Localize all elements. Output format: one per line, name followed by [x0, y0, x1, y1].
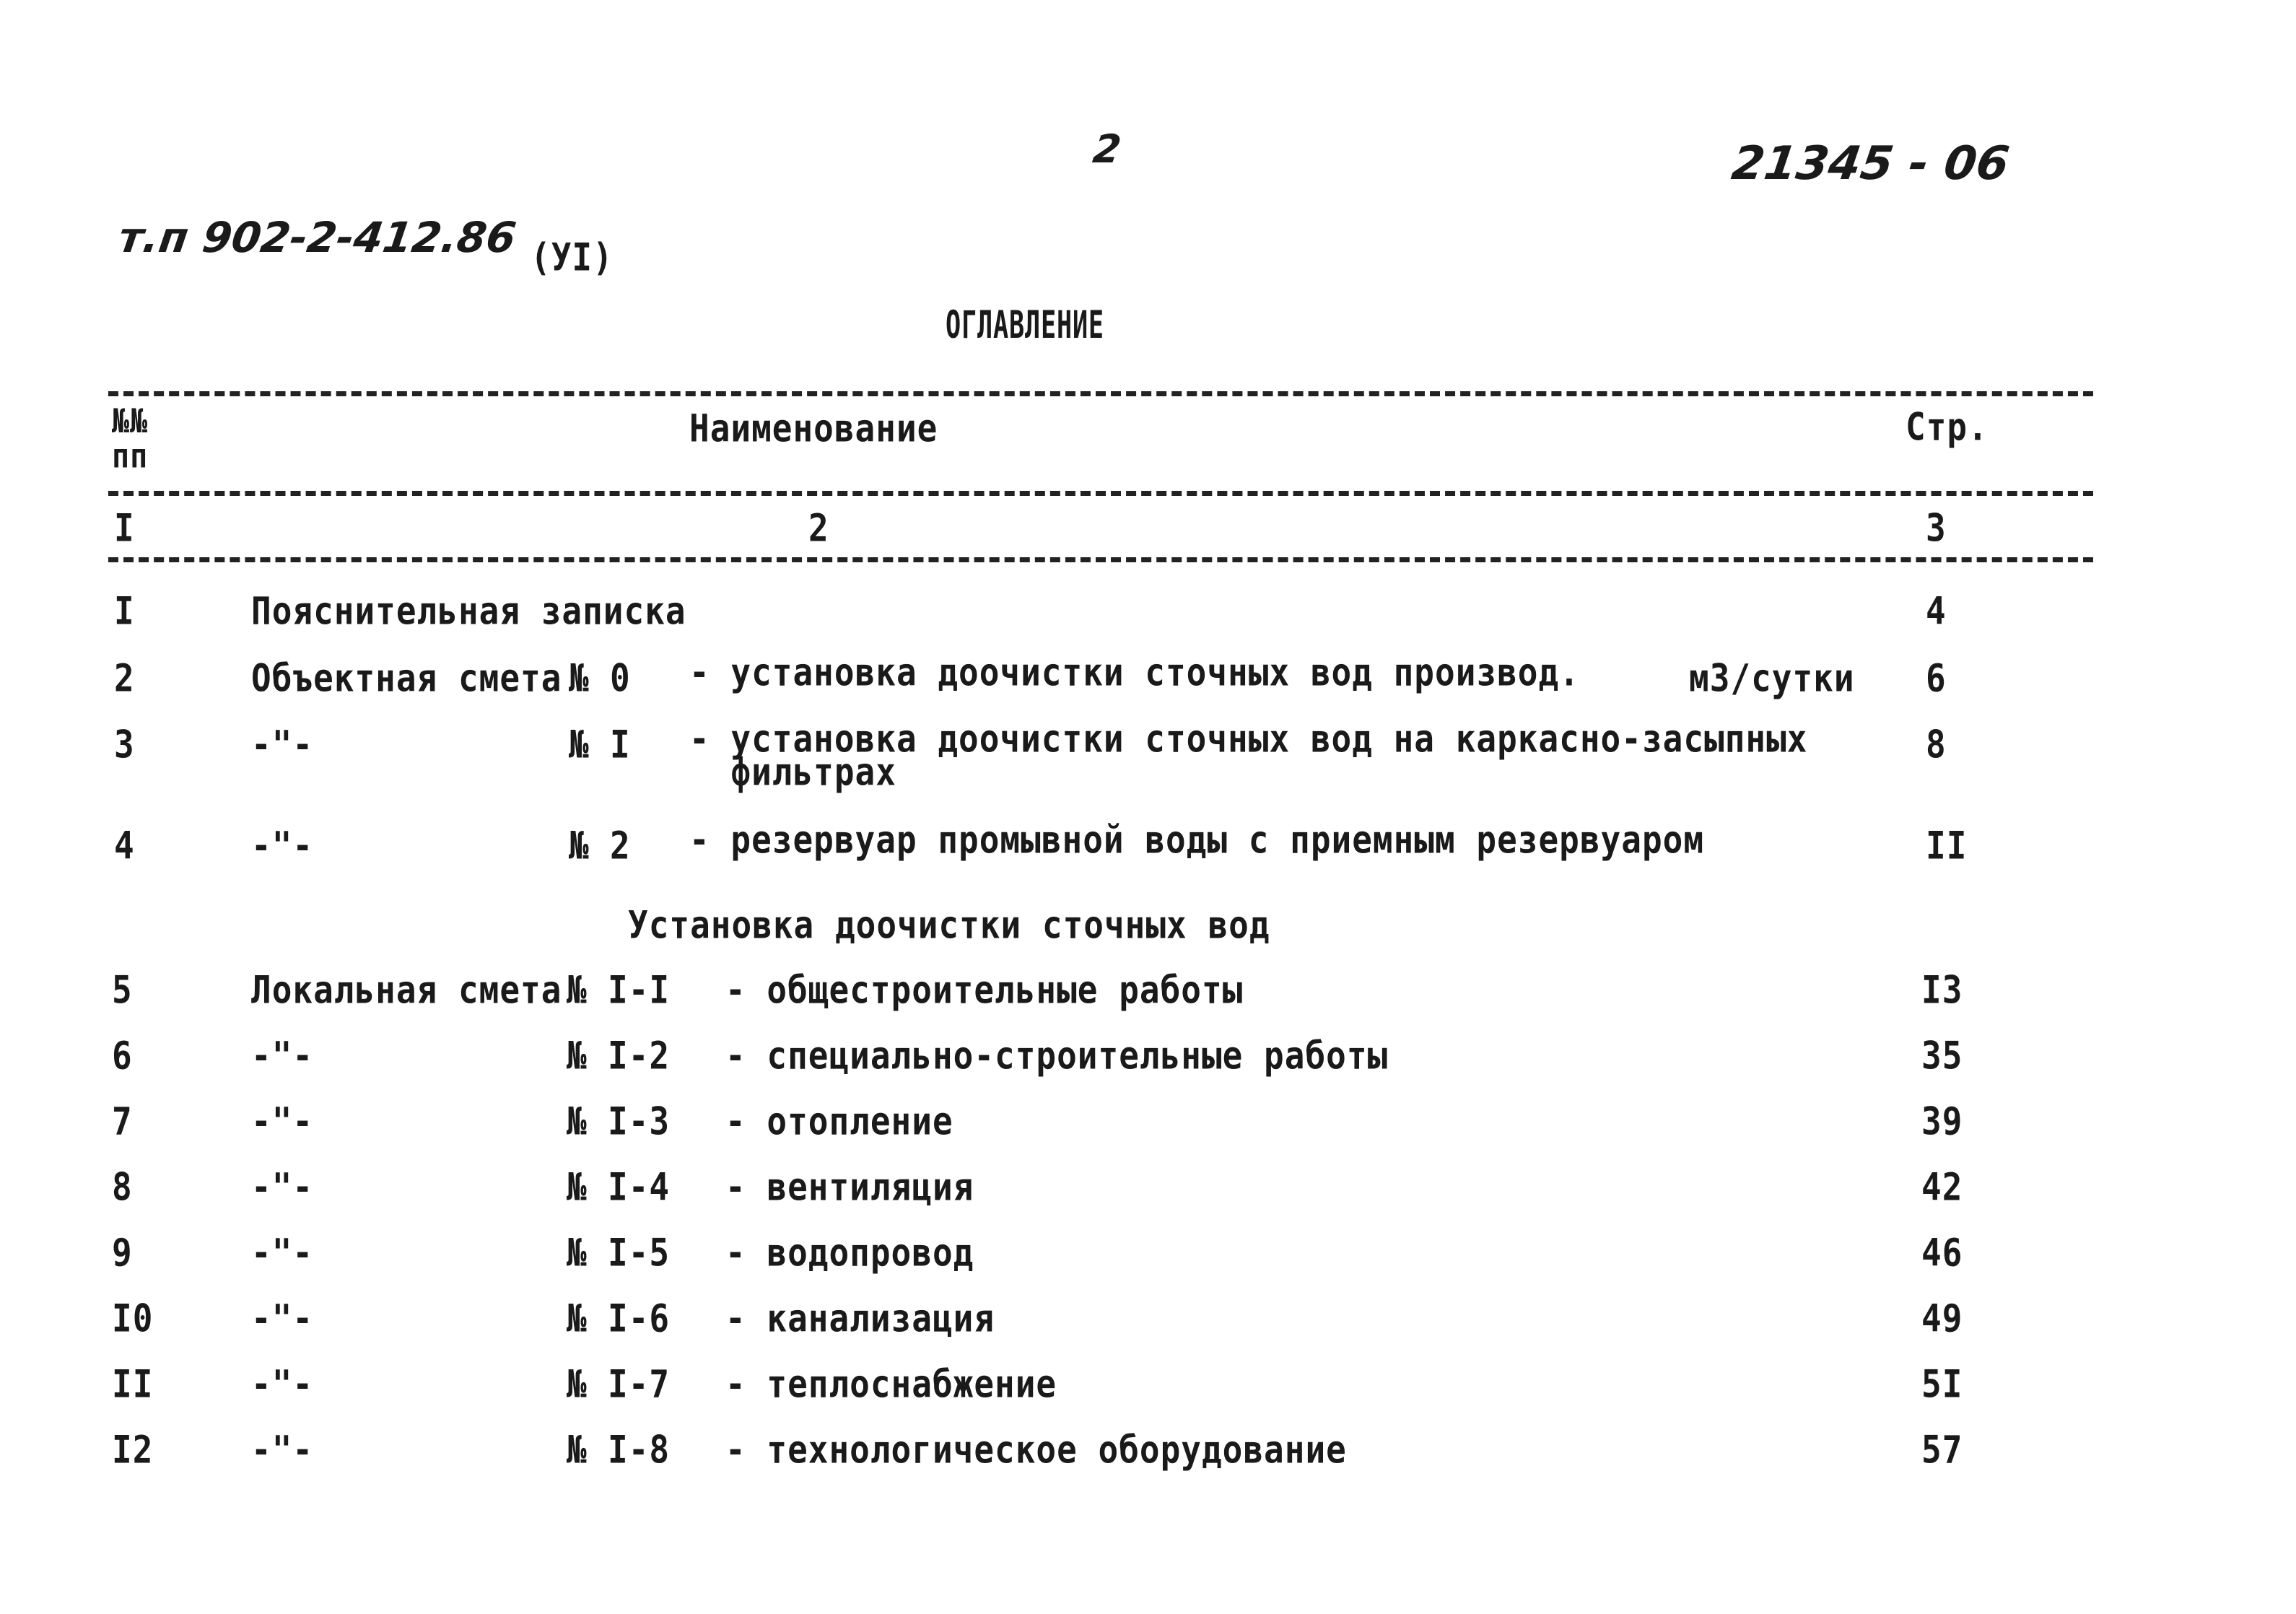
- row-name: -"-: [251, 1361, 314, 1407]
- row-name: -"-: [251, 722, 314, 767]
- row-description: - вентиляция: [725, 1164, 974, 1210]
- row-page: 57: [1921, 1427, 1963, 1473]
- row-name: -"-: [251, 823, 314, 868]
- estimate-code: I-2: [608, 1033, 671, 1078]
- row-name: -"-: [251, 1427, 314, 1473]
- row-page: 46: [1921, 1230, 1963, 1275]
- number-sign: №: [567, 1427, 588, 1473]
- row-description: - установка доочистки сточных вод производ.: [689, 649, 1580, 695]
- estimate-code: 0: [610, 655, 631, 701]
- row-page: 8: [1926, 722, 1947, 767]
- row-number: 8: [112, 1164, 133, 1210]
- estimate-code: I-3: [608, 1099, 671, 1144]
- volume-label: (УI): [531, 235, 614, 280]
- section-title: Установка доочистки сточных вод: [628, 902, 1270, 948]
- row-number: 6: [112, 1033, 133, 1078]
- header-page: Стр.: [1906, 404, 1989, 450]
- row-page: 42: [1921, 1164, 1963, 1210]
- document-code: 21345 - 06: [1728, 137, 2013, 191]
- row-number: I2: [112, 1427, 154, 1473]
- row-description: - технологическое оборудование: [725, 1427, 1347, 1473]
- row-description: - специально-строительные работы: [725, 1033, 1389, 1078]
- number-sign: №: [569, 823, 590, 868]
- header-num: №№ пп: [112, 402, 149, 476]
- estimate-code: I-6: [608, 1296, 671, 1341]
- row-description: - канализация: [725, 1296, 995, 1341]
- row-name: Объектная смета: [251, 655, 562, 701]
- estimate-code: I-5: [608, 1230, 671, 1275]
- divider: [108, 391, 2093, 396]
- row-name: -"-: [251, 1296, 314, 1341]
- divider: [108, 491, 2093, 496]
- page-number: 2: [1090, 126, 1125, 172]
- project-code: т.п 902-2-412.86: [115, 213, 520, 262]
- estimate-code: I-I: [608, 967, 671, 1013]
- row-number: I0: [112, 1296, 154, 1341]
- row-page: 39: [1921, 1099, 1963, 1144]
- number-sign: №: [567, 1230, 588, 1275]
- estimate-code: I-8: [608, 1427, 671, 1473]
- col-number-2: 2: [808, 505, 829, 551]
- row-description: - теплоснабжение: [725, 1361, 1057, 1407]
- header-name: Наименование: [689, 406, 938, 451]
- row-number: 5: [112, 967, 133, 1013]
- estimate-code: 2: [610, 823, 631, 868]
- row-description: - резервуар промывной воды с приемным резервуаром: [689, 816, 1705, 863]
- row-name: -"-: [251, 1033, 314, 1078]
- row-page: 6: [1926, 655, 1947, 701]
- row-page: 49: [1921, 1296, 1963, 1341]
- row-description: - водопровод: [725, 1230, 974, 1275]
- row-number: 3: [114, 722, 135, 767]
- row-number: I: [114, 588, 135, 634]
- row-name: -"-: [251, 1099, 314, 1144]
- row-name: Пояснительная записка: [251, 588, 686, 634]
- row-page: 35: [1921, 1033, 1963, 1078]
- row-description: - отопление: [725, 1099, 953, 1144]
- divider: [108, 557, 2093, 562]
- row-number: 9: [112, 1230, 133, 1275]
- col-number-3: 3: [1926, 505, 1947, 551]
- row-number: 2: [114, 655, 135, 701]
- row-number: II: [112, 1361, 154, 1407]
- number-sign: №: [567, 1033, 588, 1078]
- number-sign: №: [569, 722, 590, 767]
- row-name: Локальная смета: [251, 967, 562, 1013]
- row-page: 4: [1926, 588, 1947, 634]
- row-unit: м3/сутки: [1689, 655, 1855, 701]
- number-sign: №: [567, 1164, 588, 1210]
- row-page: I3: [1921, 967, 1963, 1013]
- page-title: ОГЛАВЛЕНИЕ: [946, 303, 1104, 348]
- number-sign: №: [567, 967, 588, 1013]
- row-number: 7: [112, 1099, 133, 1144]
- estimate-code: I-4: [608, 1164, 671, 1210]
- row-description: - установка доочистки сточных вод на каркасно-засыпных фильтрах: [689, 715, 1808, 795]
- number-sign: №: [567, 1296, 588, 1341]
- estimate-code: I-7: [608, 1361, 671, 1407]
- number-sign: №: [569, 655, 590, 701]
- row-description: - общестроительные работы: [725, 967, 1244, 1013]
- col-number-1: I: [114, 505, 135, 551]
- row-number: 4: [114, 823, 135, 868]
- row-name: -"-: [251, 1230, 314, 1275]
- row-page: 5I: [1921, 1361, 1963, 1407]
- number-sign: №: [567, 1361, 588, 1407]
- row-page: II: [1926, 823, 1968, 868]
- row-name: -"-: [251, 1164, 314, 1210]
- number-sign: №: [567, 1099, 588, 1144]
- estimate-code: I: [610, 722, 631, 767]
